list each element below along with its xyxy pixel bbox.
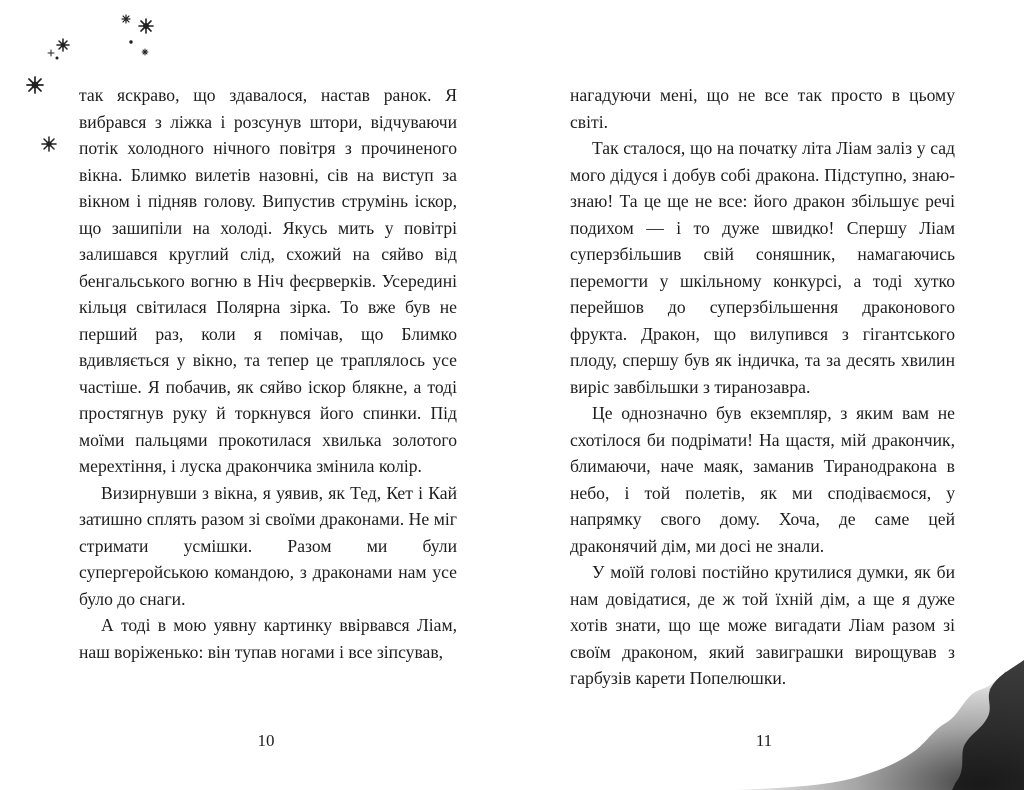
page-number: 10 (257, 731, 275, 750)
paragraph: Так сталося, що на початку літа Ліам заліз у сад мого дідуся і добув собі дракона. Підступно, знаю-знаю! Та це ще не все: його дракон збільшує речі подихом — і то дуже швидко! Спершу Ліам суперзбільшив свій соняшник, намагаючись перемогти у шкільному конкурсі, а тоді хутко перейшов до суперзбільшення драконового фрукта. Дракон, що вилупився з гігантського плоду, спершу був як індичка, та за десять хвилин виріс завбільшки з тиранозавра. (570, 138, 955, 397)
paragraph: Це однозначно був екземпляр, з яким вам не схотілося би подрімати! На щастя, мій дракончик, блимаючи, наче маяк, заманив Тиранодракона в небо, і той полетів, як ми сподіваємося, у напрямку свого дому. Хоча, де саме цей драконячий дім, ми досі не знали. (570, 403, 955, 556)
paragraph: так яскраво, що здавалося, настав ранок. Я вибрався з ліжка і розсунув штори, відчуваючи потік холодного нічного повітря з прочиненого вікна. Блимко вилетів назовні, сів на виступ за вікном і підняв голову. Випустив струмінь іскор, що зашипіли на холоді. Якусь мить у повітрі залишався круглий слід, схожий на сяйво від бенгальського вогню в Ніч феєрверків. Усередині кільця світилася Полярна зірка. То вже був не перший раз, коли я помічав, що Блимко вдивляється у вікно, та тепер це траплялось усе частіше. Я побачив, як сяйво іскор блякне, а тоді простягнув руку й торкнувся його спинки. Під моїми пальцями прокотилася хвилька золотого мерехтіння, і луска дракончика змінила колір. (79, 85, 457, 476)
left-page-text (79, 82, 457, 665)
right-page-text (570, 82, 955, 692)
paragraph: А тоді в мою уявну картинку ввірвався Ліам, наш воріженько: він тупав ногами і все зіпсував, (79, 615, 457, 662)
paragraph: Визирнувши з вікна, я уявив, як Тед, Кет і Кай затишно сплять разом зі своїми драконами. Не міг стримати усмішки. Разом ми були супергеройською командою, з драконами нам усе було до снаги. (79, 482, 457, 609)
page-number: 11 (755, 731, 773, 750)
paragraph: нагадуючи мені, що не все так просто в цьому світі. (570, 85, 955, 132)
ink-splash-icon (694, 660, 1024, 790)
paragraph: У моїй голові постійно крутилися думки, як би нам довідатися, де ж той їхній дім, а ще я дуже хотів знати, що ще може вигадати Ліам разом зі своїм драконом, який завиграшки вирощував з гарбузів карети Попелюшки. (570, 562, 955, 688)
